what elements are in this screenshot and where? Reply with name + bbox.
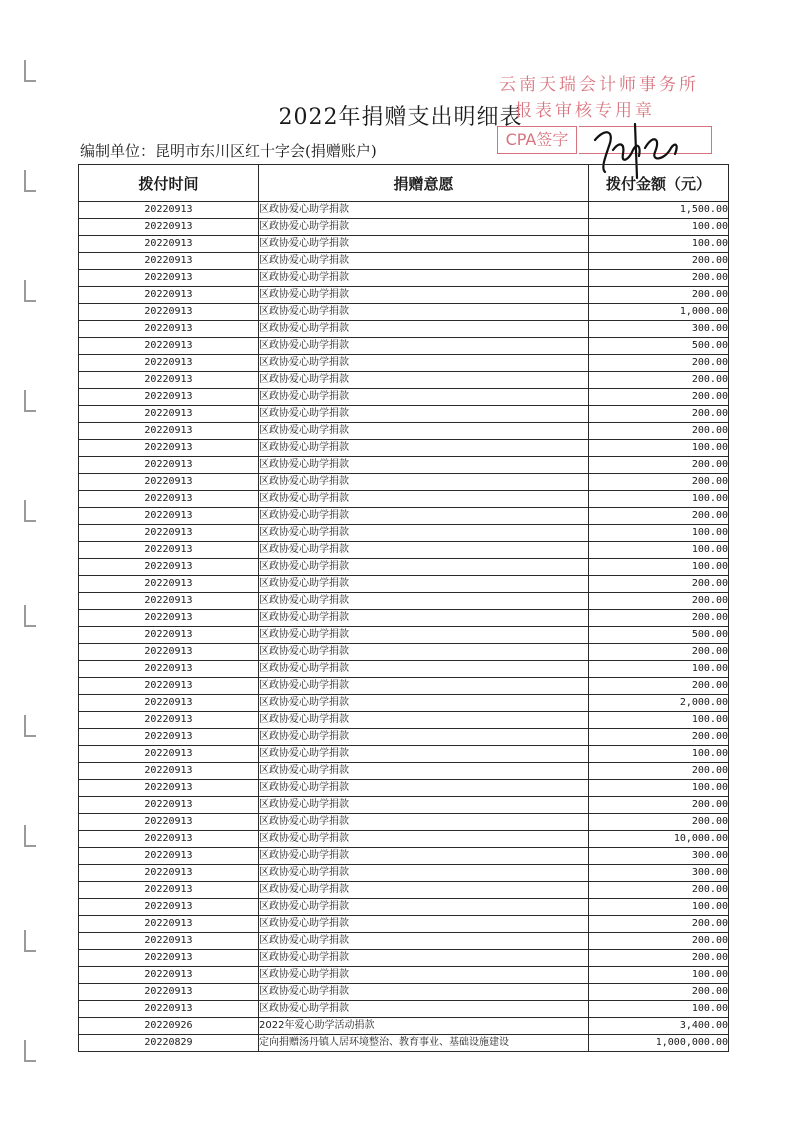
cell-purpose: 区政协爱心助学捐款 [259, 899, 589, 916]
table-row [79, 695, 729, 712]
cell-date: 20220913 [79, 355, 259, 372]
cell-purpose: 区政协爱心助学捐款 [259, 440, 589, 457]
cell-amount: 100.00 [589, 525, 729, 542]
cell-amount: 200.00 [589, 984, 729, 1001]
cell-purpose: 区政协爱心助学捐款 [259, 1001, 589, 1018]
cell-purpose: 区政协爱心助学捐款 [259, 508, 589, 525]
cell-date: 20220913 [79, 780, 259, 797]
cell-amount: 200.00 [589, 406, 729, 423]
cell-amount: 200.00 [589, 678, 729, 695]
table-row [79, 304, 729, 321]
table-row [79, 644, 729, 661]
table-row [79, 219, 729, 236]
table-row [79, 627, 729, 644]
cell-amount: 100.00 [589, 661, 729, 678]
cell-purpose: 区政协爱心助学捐款 [259, 542, 589, 559]
cell-purpose: 区政协爱心助学捐款 [259, 831, 589, 848]
cell-date: 20220913 [79, 967, 259, 984]
cell-purpose: 区政协爱心助学捐款 [259, 202, 589, 219]
cell-purpose: 区政协爱心助学捐款 [259, 321, 589, 338]
cell-amount: 100.00 [589, 899, 729, 916]
cell-amount: 200.00 [589, 423, 729, 440]
cell-amount: 200.00 [589, 508, 729, 525]
table-row [79, 270, 729, 287]
cell-purpose: 区政协爱心助学捐款 [259, 627, 589, 644]
binding-mark [24, 60, 36, 82]
cell-date: 20220913 [79, 865, 259, 882]
cell-date: 20220913 [79, 899, 259, 916]
cell-amount: 200.00 [589, 457, 729, 474]
table-row [79, 916, 729, 933]
cell-amount: 100.00 [589, 712, 729, 729]
cell-purpose: 区政协爱心助学捐款 [259, 236, 589, 253]
cell-purpose: 区政协爱心助学捐款 [259, 270, 589, 287]
table-row [79, 491, 729, 508]
table-row [79, 338, 729, 355]
table-row [79, 848, 729, 865]
cell-amount: 300.00 [589, 321, 729, 338]
cell-amount: 200.00 [589, 814, 729, 831]
cell-purpose: 区政协爱心助学捐款 [259, 865, 589, 882]
cell-amount: 200.00 [589, 372, 729, 389]
cell-purpose: 区政协爱心助学捐款 [259, 967, 589, 984]
cell-date: 20220913 [79, 1001, 259, 1018]
table-row [79, 236, 729, 253]
table-row [79, 729, 729, 746]
cell-amount: 300.00 [589, 848, 729, 865]
cell-date: 20220913 [79, 916, 259, 933]
table-row [79, 984, 729, 1001]
cell-purpose: 区政协爱心助学捐款 [259, 457, 589, 474]
cell-date: 20220926 [79, 1018, 259, 1035]
stamp-line-1: 云南天瑞会计师事务所 [499, 75, 699, 95]
cell-amount: 200.00 [589, 882, 729, 899]
binding-mark [24, 500, 36, 522]
binding-mark [24, 390, 36, 412]
header-purpose: 捐赠意愿 [259, 165, 589, 202]
cell-amount: 100.00 [589, 491, 729, 508]
binding-mark [24, 170, 36, 192]
cell-amount: 200.00 [589, 593, 729, 610]
cell-date: 20220913 [79, 763, 259, 780]
cell-amount: 100.00 [589, 746, 729, 763]
cell-purpose: 区政协爱心助学捐款 [259, 304, 589, 321]
cell-date: 20220913 [79, 814, 259, 831]
cell-purpose: 区政协爱心助学捐款 [259, 576, 589, 593]
table-row [79, 389, 729, 406]
table-row [79, 1035, 729, 1052]
cell-date: 20220913 [79, 338, 259, 355]
table-row [79, 1018, 729, 1035]
cell-date: 20220913 [79, 423, 259, 440]
cell-amount: 200.00 [589, 253, 729, 270]
cell-amount: 200.00 [589, 763, 729, 780]
cell-purpose: 区政协爱心助学捐款 [259, 338, 589, 355]
binding-mark [24, 825, 36, 847]
header-date: 拨付时间 [79, 165, 259, 202]
cell-amount: 200.00 [589, 576, 729, 593]
cell-amount: 200.00 [589, 389, 729, 406]
table-row [79, 287, 729, 304]
cell-purpose: 区政协爱心助学捐款 [259, 916, 589, 933]
cell-amount: 100.00 [589, 236, 729, 253]
cell-amount: 300.00 [589, 865, 729, 882]
cell-purpose: 区政协爱心助学捐款 [259, 355, 589, 372]
stamp-cpa-label: CPA签字 [497, 126, 577, 154]
cell-purpose: 区政协爱心助学捐款 [259, 848, 589, 865]
table-row [79, 576, 729, 593]
cell-date: 20220913 [79, 746, 259, 763]
page-title: 2022年捐赠支出明细表 [278, 105, 523, 130]
header-amount: 拨付金额（元） [589, 165, 729, 202]
cell-purpose: 区政协爱心助学捐款 [259, 593, 589, 610]
cell-date: 20220913 [79, 678, 259, 695]
cell-date: 20220913 [79, 950, 259, 967]
table-row [79, 406, 729, 423]
cell-purpose: 区政协爱心助学捐款 [259, 372, 589, 389]
table-body [79, 202, 729, 1052]
cell-amount: 200.00 [589, 797, 729, 814]
cell-purpose: 区政协爱心助学捐款 [259, 525, 589, 542]
table-row [79, 780, 729, 797]
table-row [79, 610, 729, 627]
table-row [79, 474, 729, 491]
cell-date: 20220913 [79, 593, 259, 610]
table-row [79, 865, 729, 882]
cell-date: 20220913 [79, 848, 259, 865]
table-row [79, 593, 729, 610]
cell-date: 20220913 [79, 559, 259, 576]
table-row [79, 440, 729, 457]
cell-date: 20220913 [79, 457, 259, 474]
cell-date: 20220913 [79, 695, 259, 712]
binding-mark [24, 605, 36, 627]
cell-amount: 500.00 [589, 338, 729, 355]
table-row [79, 321, 729, 338]
cell-purpose: 区政协爱心助学捐款 [259, 287, 589, 304]
cell-amount: 200.00 [589, 916, 729, 933]
cell-amount: 200.00 [589, 644, 729, 661]
table-row [79, 712, 729, 729]
cell-amount: 100.00 [589, 1001, 729, 1018]
cell-amount: 200.00 [589, 287, 729, 304]
cell-date: 20220913 [79, 270, 259, 287]
cell-purpose: 区政协爱心助学捐款 [259, 763, 589, 780]
cell-purpose: 区政协爱心助学捐款 [259, 253, 589, 270]
cell-date: 20220913 [79, 610, 259, 627]
cell-purpose: 区政协爱心助学捐款 [259, 610, 589, 627]
cell-amount: 500.00 [589, 627, 729, 644]
cell-date: 20220913 [79, 661, 259, 678]
cell-purpose: 区政协爱心助学捐款 [259, 389, 589, 406]
table-row [79, 933, 729, 950]
cell-date: 20220913 [79, 304, 259, 321]
cell-amount: 200.00 [589, 355, 729, 372]
cell-date: 20220913 [79, 236, 259, 253]
table-row [79, 372, 729, 389]
cell-date: 20220913 [79, 491, 259, 508]
cell-purpose: 区政协爱心助学捐款 [259, 678, 589, 695]
cell-amount: 200.00 [589, 950, 729, 967]
table-row [79, 457, 729, 474]
cell-date: 20220913 [79, 712, 259, 729]
stamp-line-2: 报表审核专用章 [515, 101, 655, 121]
table-row [79, 661, 729, 678]
cell-amount: 100.00 [589, 219, 729, 236]
cell-purpose: 区政协爱心助学捐款 [259, 661, 589, 678]
cell-amount: 1,000.00 [589, 304, 729, 321]
cell-date: 20220913 [79, 474, 259, 491]
cell-purpose: 区政协爱心助学捐款 [259, 423, 589, 440]
table-row [79, 202, 729, 219]
cell-purpose: 区政协爱心助学捐款 [259, 695, 589, 712]
table-row [79, 967, 729, 984]
cell-purpose: 区政协爱心助学捐款 [259, 746, 589, 763]
cell-date: 20220913 [79, 729, 259, 746]
cell-purpose: 区政协爱心助学捐款 [259, 712, 589, 729]
table-header-row [79, 165, 729, 202]
binding-mark [24, 280, 36, 302]
cell-date: 20220913 [79, 831, 259, 848]
cell-amount: 200.00 [589, 610, 729, 627]
cell-amount: 100.00 [589, 967, 729, 984]
cell-amount: 2,000.00 [589, 695, 729, 712]
cell-date: 20220913 [79, 440, 259, 457]
table-row [79, 882, 729, 899]
cell-date: 20220913 [79, 202, 259, 219]
cell-date: 20220913 [79, 372, 259, 389]
cell-amount: 10,000.00 [589, 831, 729, 848]
table-row [79, 1001, 729, 1018]
cell-purpose: 区政协爱心助学捐款 [259, 644, 589, 661]
table-row [79, 253, 729, 270]
table-row [79, 746, 729, 763]
cell-purpose: 区政协爱心助学捐款 [259, 780, 589, 797]
cell-amount: 200.00 [589, 270, 729, 287]
cell-amount: 100.00 [589, 780, 729, 797]
cell-date: 20220913 [79, 627, 259, 644]
cell-purpose: 区政协爱心助学捐款 [259, 491, 589, 508]
cell-date: 20220913 [79, 321, 259, 338]
cell-amount: 3,400.00 [589, 1018, 729, 1035]
compiling-unit: 编制单位：昆明市东川区红十字会(捐赠账户) [80, 142, 377, 160]
cell-purpose: 区政协爱心助学捐款 [259, 814, 589, 831]
table-row [79, 542, 729, 559]
cell-purpose: 区政协爱心助学捐款 [259, 933, 589, 950]
cell-amount: 1,500.00 [589, 202, 729, 219]
table-row [79, 831, 729, 848]
table-row [79, 763, 729, 780]
cell-purpose: 区政协爱心助学捐款 [259, 797, 589, 814]
cell-purpose: 区政协爱心助学捐款 [259, 984, 589, 1001]
table-row [79, 525, 729, 542]
cell-amount: 1,000,000.00 [589, 1035, 729, 1052]
cell-amount: 100.00 [589, 440, 729, 457]
cell-date: 20220829 [79, 1035, 259, 1052]
table-row [79, 508, 729, 525]
cell-date: 20220913 [79, 253, 259, 270]
cell-date: 20220913 [79, 933, 259, 950]
cell-date: 20220913 [79, 219, 259, 236]
table-row [79, 559, 729, 576]
cell-date: 20220913 [79, 542, 259, 559]
cell-date: 20220913 [79, 508, 259, 525]
cell-purpose: 区政协爱心助学捐款 [259, 559, 589, 576]
cell-purpose: 定向捐赠汤丹镇人居环境整治、教育事业、基础设施建设 [259, 1035, 589, 1052]
cell-date: 20220913 [79, 406, 259, 423]
cell-date: 20220913 [79, 287, 259, 304]
cell-date: 20220913 [79, 525, 259, 542]
table-row [79, 678, 729, 695]
cell-purpose: 区政协爱心助学捐款 [259, 219, 589, 236]
cell-amount: 200.00 [589, 474, 729, 491]
cell-purpose: 2022年爱心助学活动捐款 [259, 1018, 589, 1035]
cell-purpose: 区政协爱心助学捐款 [259, 729, 589, 746]
table-row [79, 355, 729, 372]
cell-amount: 100.00 [589, 542, 729, 559]
table-row [79, 797, 729, 814]
cell-date: 20220913 [79, 389, 259, 406]
donation-expense-table [78, 164, 729, 1052]
table-row [79, 423, 729, 440]
cell-purpose: 区政协爱心助学捐款 [259, 474, 589, 491]
cell-amount: 100.00 [589, 559, 729, 576]
binding-mark [24, 715, 36, 737]
binding-mark [24, 930, 36, 952]
cell-date: 20220913 [79, 797, 259, 814]
cell-date: 20220913 [79, 882, 259, 899]
cell-date: 20220913 [79, 984, 259, 1001]
cell-purpose: 区政协爱心助学捐款 [259, 950, 589, 967]
table-row [79, 899, 729, 916]
cell-date: 20220913 [79, 644, 259, 661]
table-row [79, 814, 729, 831]
cell-date: 20220913 [79, 576, 259, 593]
binding-mark [24, 1040, 36, 1062]
cell-amount: 200.00 [589, 729, 729, 746]
table-row [79, 950, 729, 967]
cell-purpose: 区政协爱心助学捐款 [259, 406, 589, 423]
cell-amount: 200.00 [589, 933, 729, 950]
cell-purpose: 区政协爱心助学捐款 [259, 882, 589, 899]
